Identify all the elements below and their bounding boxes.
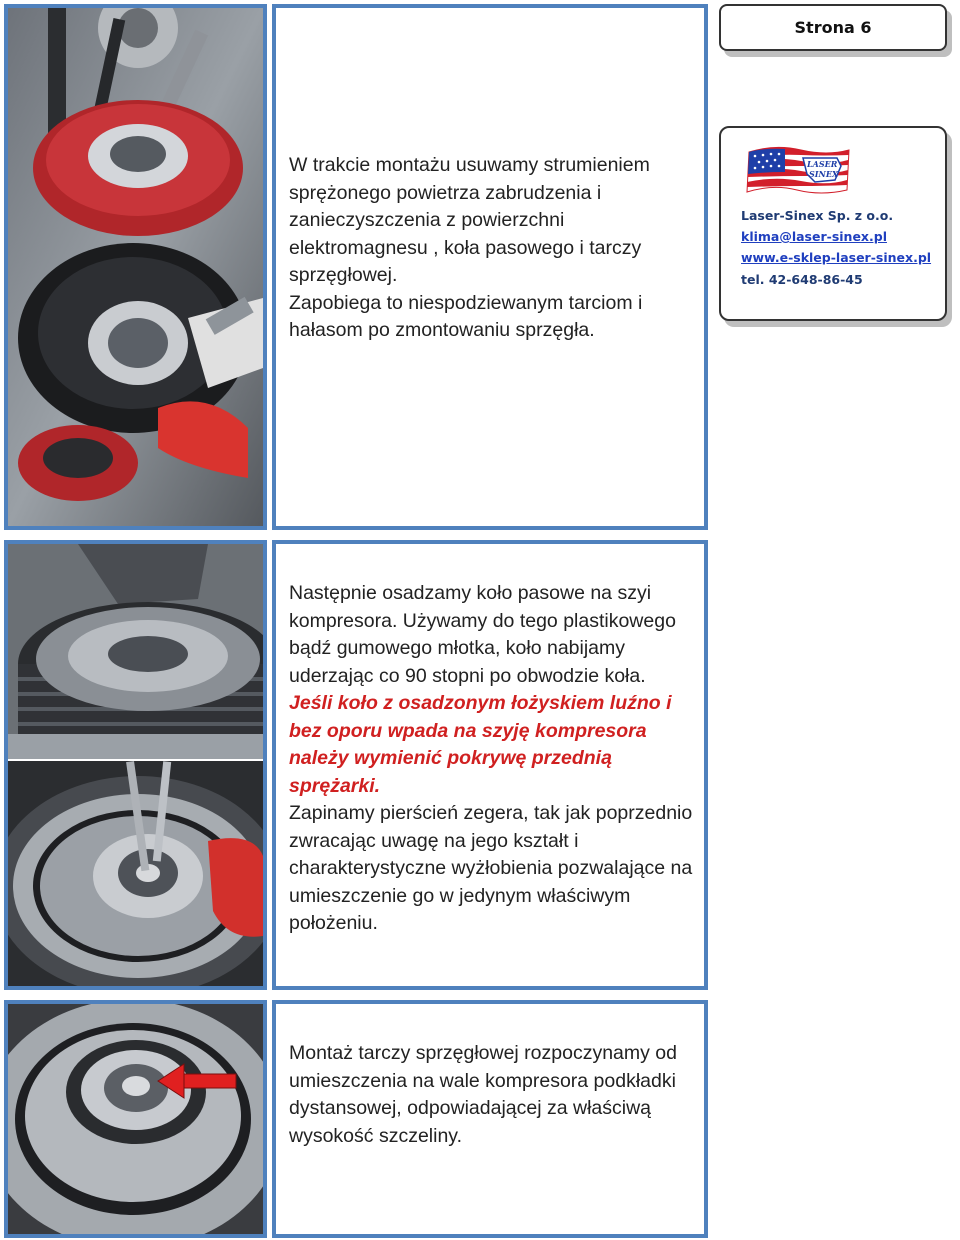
- page-number-box: [719, 4, 947, 51]
- photo-spacer-washer: [8, 1004, 263, 1234]
- logo-text-laser: LASER: [807, 159, 838, 169]
- photo-pulley-mounting: [8, 544, 263, 759]
- section-3-text: [289, 1040, 694, 1150]
- company-website-link[interactable]: www.e-sklep-laser-sinex.pl: [741, 250, 932, 265]
- section-1-paragraph-1: W trakcie montażu usuwamy strumieniem sprężonego powietrza zabrudzenia i zanieczyszczenia z powierzchni elektromagnesu , koła pasowego i tarczy sprzęgłowej.: [289, 154, 650, 286]
- photo-frame-2: [4, 540, 267, 990]
- section-2-intro: Następnie osadzamy koło pasowe na szyi kompresora. Używamy do tego plastikowego bądź gumowego młotka, koło nabijamy uderzając co 90 stopni po obwodzie koła.: [289, 582, 676, 687]
- photo-compressor-cleaning: [8, 8, 263, 526]
- section-1-text: [289, 152, 694, 345]
- section-3-paragraph-1: Montaż tarczy sprzęgłowej rozpoczynamy od umieszczenia na wale kompresora podkładki dystansowej, odpowiadającej za właściwą wysokość szczeliny.: [289, 1042, 677, 1147]
- page-number-label: Strona 6: [794, 18, 872, 37]
- company-info-box: [719, 126, 947, 321]
- section-2-text: [289, 580, 694, 938]
- photo-circlip-installation: [8, 761, 263, 986]
- section-1-paragraph-2: Zapobiega to niespodziewanym tarciom i hałasom po zmontowaniu sprzęgła.: [289, 291, 643, 341]
- text-frame-3: [272, 1000, 708, 1238]
- text-frame-1: [272, 4, 708, 530]
- section-2-outro: Zapinamy pierścień zegera, tak jak poprzednio zwracając uwagę na jego kształt i charakterystyczne wyżłobienia pozwalające na umieszczenie go w jedynym właściwym położeniu.: [289, 802, 693, 934]
- section-2-warning: Jeśli koło z osadzonym łożyskiem luźno i bez oporu wpada na szyję kompresora należy wymienić pokrywę przednią sprężarki.: [289, 692, 672, 797]
- logo-text-sinex: SINEX: [809, 169, 839, 179]
- photo-frame-3: [4, 1000, 267, 1238]
- company-email-link[interactable]: klima@laser-sinex.pl: [741, 229, 887, 244]
- company-name: Laser-Sinex Sp. z o.o.: [741, 208, 894, 223]
- company-logo: [745, 144, 851, 200]
- photo-frame-1: [4, 4, 267, 530]
- company-phone: tel. 42-648-86-45: [741, 272, 863, 287]
- text-frame-2: [272, 540, 708, 990]
